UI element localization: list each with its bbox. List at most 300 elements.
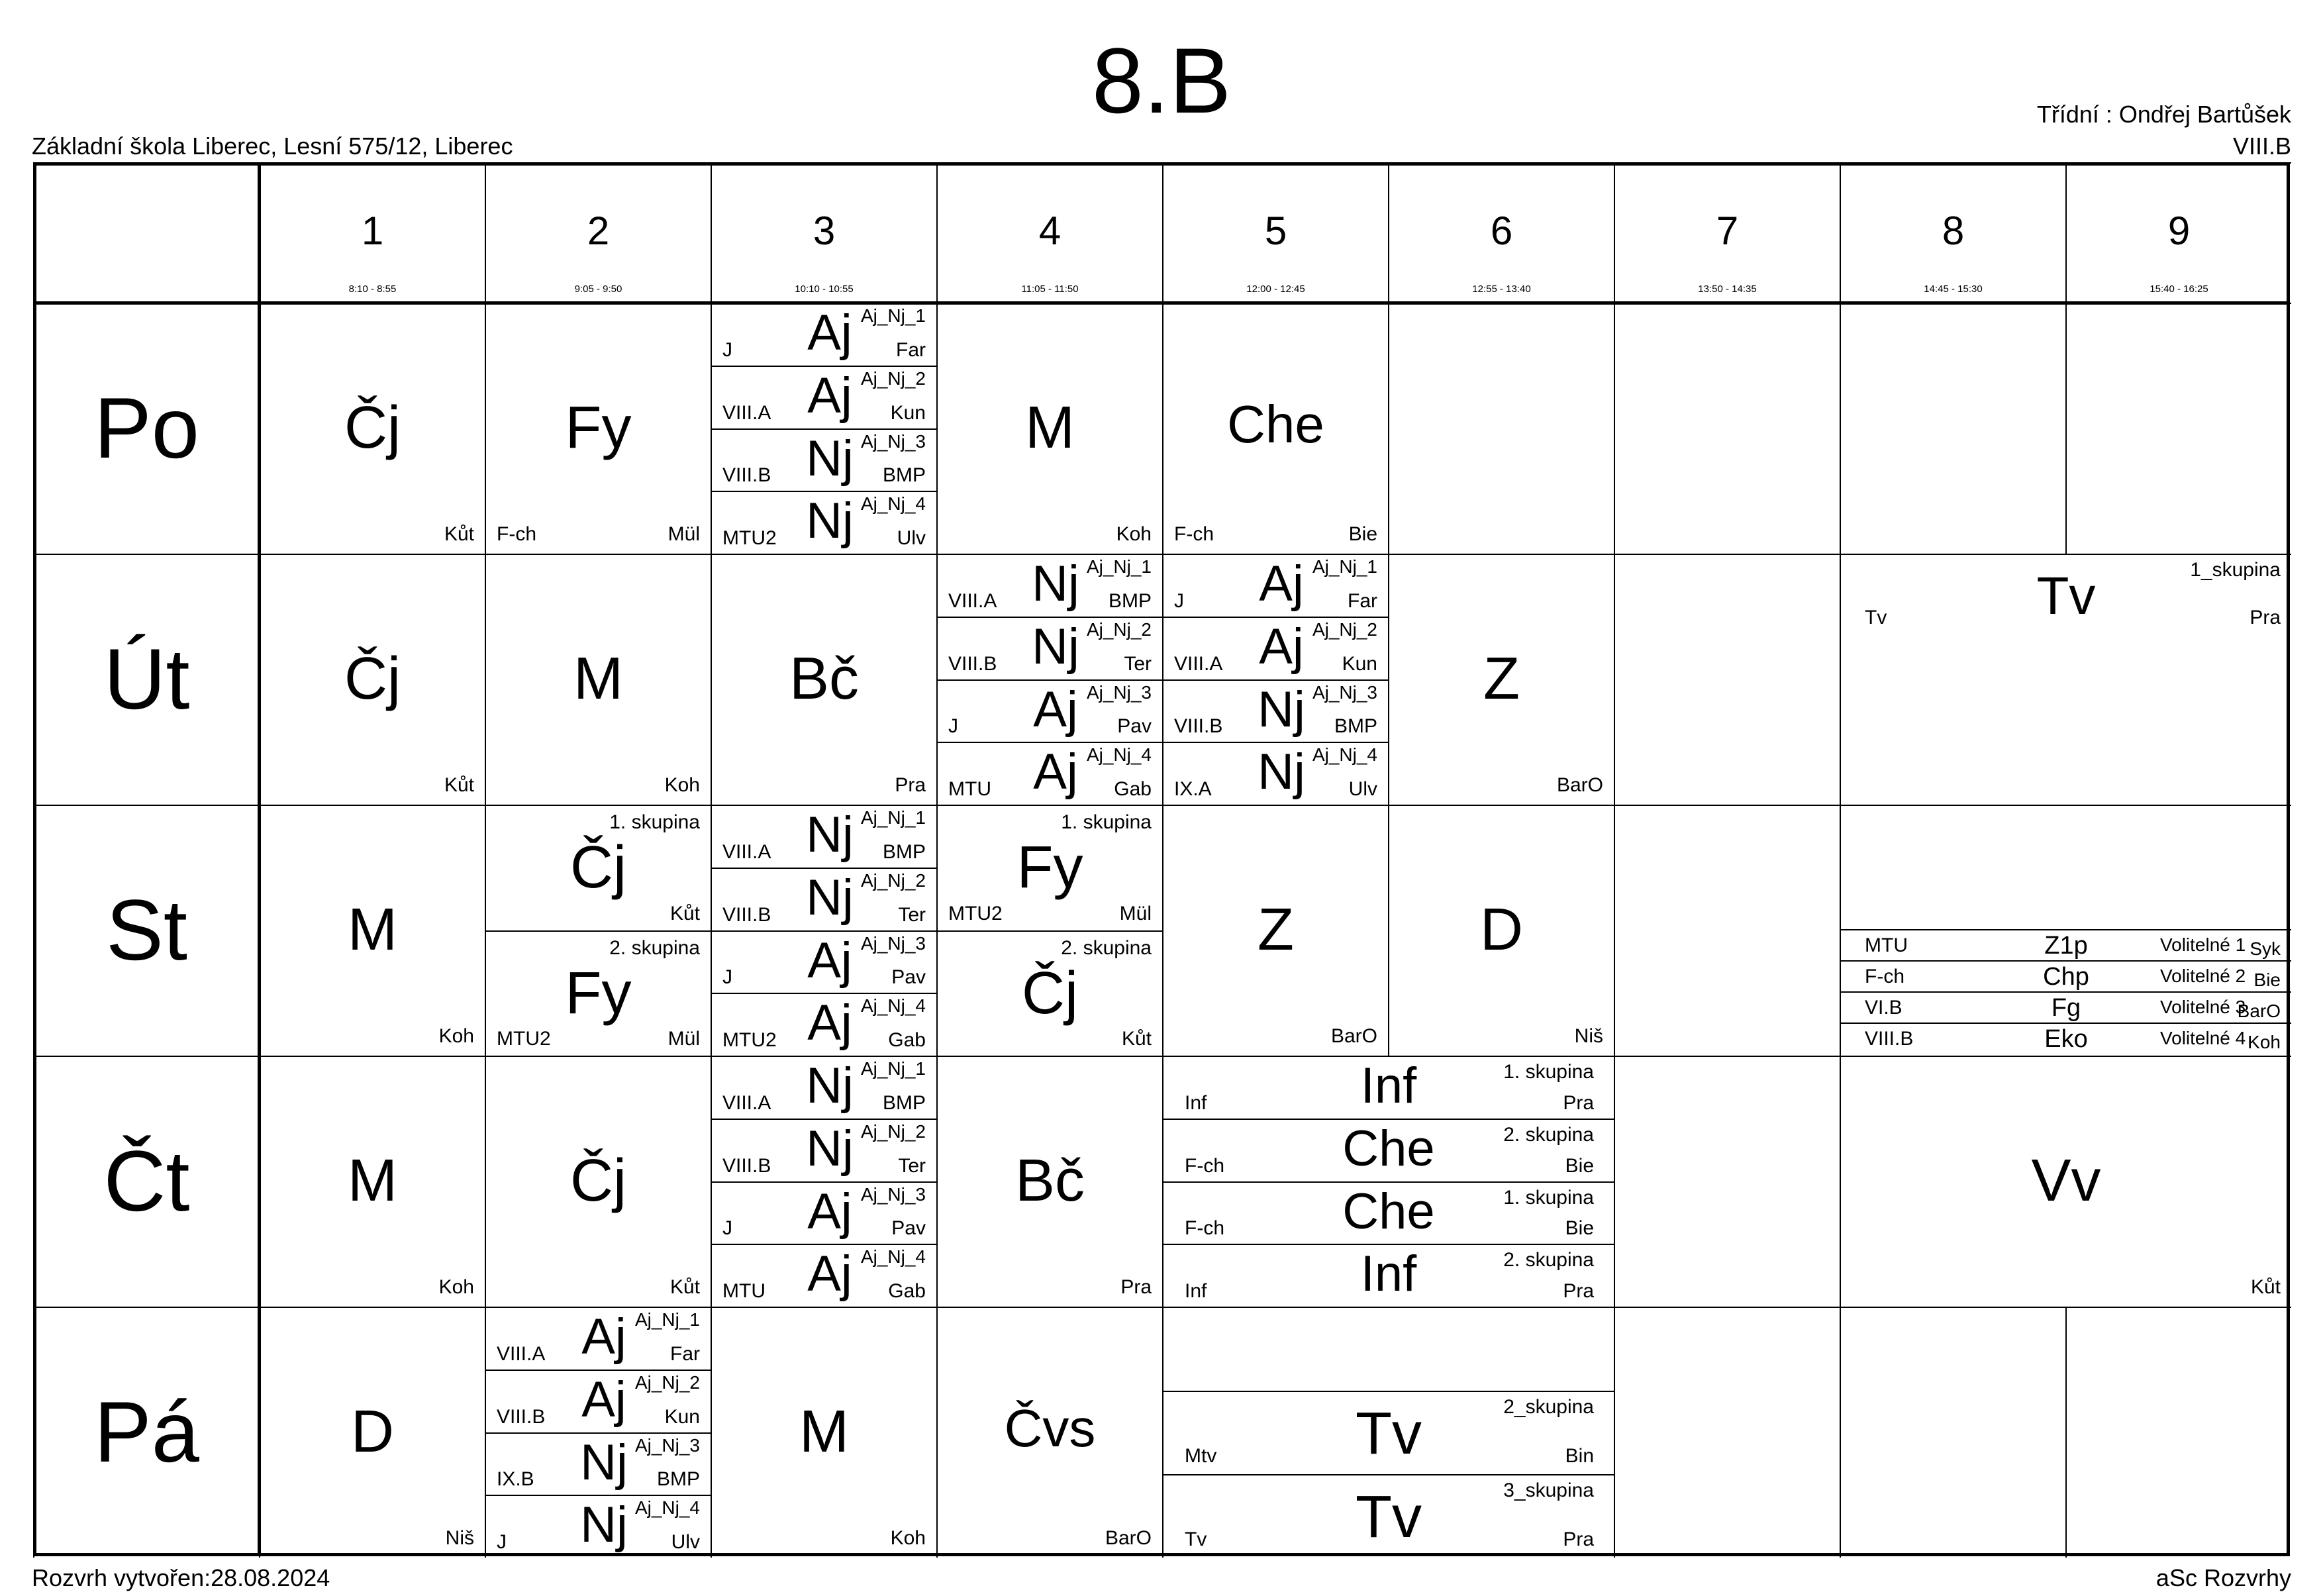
teacher-label: Gab xyxy=(888,1280,926,1302)
group-label: Volitelné 2 xyxy=(2160,966,2246,986)
lesson-subcell xyxy=(485,1432,711,1495)
subject-label: Eko xyxy=(2044,1025,2088,1053)
subject-label: Che xyxy=(1342,1183,1435,1240)
subject-label: Nj xyxy=(806,430,854,487)
room-label: Tv xyxy=(1185,1528,1207,1550)
subject-label: Che xyxy=(1342,1120,1435,1177)
room-label: J xyxy=(1174,589,1184,612)
teacher-label: Koh xyxy=(2248,1032,2281,1052)
teacher-label: BMP xyxy=(882,1091,926,1114)
group-label: Volitelné 3 xyxy=(2160,997,2246,1017)
lesson-subcell xyxy=(711,428,936,491)
subject-label: Aj xyxy=(807,305,852,361)
group-label: 1. skupina xyxy=(1061,811,1152,833)
group-label: Aj_Nj_4 xyxy=(634,1497,700,1519)
class-name: VIII.B xyxy=(2232,132,2291,160)
lesson-cell xyxy=(1388,805,1614,1056)
period-time: 10:10 - 10:55 xyxy=(795,283,854,295)
subject-label: Čj xyxy=(570,1148,626,1214)
subject-label: Bč xyxy=(1014,1148,1085,1214)
group-label: Aj_Nj_2 xyxy=(860,1121,926,1142)
lesson-subcell xyxy=(711,993,936,1056)
lesson-subcell xyxy=(1162,554,1388,617)
room-label: J xyxy=(948,715,958,738)
lesson-subcell xyxy=(1162,1119,1614,1181)
teacher-label: Syk xyxy=(2249,938,2281,959)
period-time: 15:40 - 16:25 xyxy=(2150,283,2208,295)
room-label: Tv xyxy=(1865,607,1887,628)
subject-label: M xyxy=(573,646,623,712)
lesson-subcell xyxy=(485,1370,711,1432)
lesson-cell xyxy=(1840,1056,2291,1307)
elective-subcell xyxy=(1840,991,2291,1022)
period-header xyxy=(1614,162,1840,303)
subject-label: Nj xyxy=(1032,618,1079,675)
teacher-label: Bie xyxy=(1565,1154,1594,1177)
group-label: Aj_Nj_1 xyxy=(1086,556,1152,577)
room-label: Inf xyxy=(1185,1091,1207,1114)
period-header xyxy=(485,162,711,303)
subject-label: Aj xyxy=(581,1371,626,1428)
room-label: VIII.B xyxy=(1865,1028,1914,1050)
teacher-label: Koh xyxy=(438,1276,474,1298)
subject-label: Čj xyxy=(344,395,401,461)
room-label: VIII.A xyxy=(722,401,771,424)
subject-label: Aj xyxy=(807,367,852,424)
group-label: 1_skupina xyxy=(2190,559,2281,581)
subject-label: Nj xyxy=(1258,744,1305,801)
page-title: 8.B xyxy=(1091,28,1232,132)
lesson-subcell xyxy=(711,868,936,930)
lesson-cell xyxy=(485,303,711,554)
teacher-label: Kůt xyxy=(2250,1276,2281,1298)
subject-label: Vv xyxy=(2031,1148,2101,1214)
group-label: 2. skupina xyxy=(1503,1249,1594,1272)
empty-cell xyxy=(2065,303,2291,554)
subject-label: Aj xyxy=(1033,681,1078,738)
lesson-cell xyxy=(711,1307,936,1558)
lesson-subcell xyxy=(936,554,1162,617)
room-label: MTU xyxy=(1865,934,1908,956)
teacher-label: Kun xyxy=(890,401,926,424)
timetable-grid xyxy=(33,162,2290,1556)
lesson-subcell xyxy=(485,1495,711,1558)
empty-cell xyxy=(1614,554,1840,805)
day-label: Čt xyxy=(103,1132,190,1229)
period-number: 3 xyxy=(813,209,836,253)
group-label: Aj_Nj_2 xyxy=(860,870,926,891)
lesson-cell xyxy=(1162,303,1388,554)
day-label: St xyxy=(106,881,187,978)
subject-label: Nj xyxy=(1032,556,1079,612)
period-number: 9 xyxy=(2167,209,2191,253)
subject-label: Nj xyxy=(580,1434,628,1491)
lesson-subcell xyxy=(711,1181,936,1244)
teacher-label: BMP xyxy=(882,840,926,863)
period-time: 8:10 - 8:55 xyxy=(348,283,397,295)
group-label: Aj_Nj_2 xyxy=(634,1372,700,1393)
group-label: Aj_Nj_2 xyxy=(1086,619,1152,640)
teacher-label: Mül xyxy=(667,523,700,545)
room-label: VIII.A xyxy=(722,840,771,863)
subject-label: Che xyxy=(1227,395,1324,454)
lesson-subcell xyxy=(936,930,1162,1056)
lesson-subcell xyxy=(711,491,936,554)
lesson-subcell xyxy=(485,805,711,930)
teacher-label: Pra xyxy=(895,774,926,796)
lesson-subcell xyxy=(711,303,936,366)
teacher-label: Far xyxy=(670,1342,700,1365)
subject-label: Tv xyxy=(2036,566,2096,625)
room-label: VI.B xyxy=(1865,997,1903,1019)
group-label: Aj_Nj_3 xyxy=(860,932,926,954)
subject-label: D xyxy=(1480,897,1523,963)
lesson-cell xyxy=(259,554,485,805)
group-label: 2. skupina xyxy=(609,936,700,959)
lesson-subcell xyxy=(1162,1391,1614,1474)
corner-cell xyxy=(33,162,259,303)
room-label: MTU xyxy=(948,778,991,800)
room-label: MTU2 xyxy=(948,902,1003,924)
lesson-subcell xyxy=(485,930,711,1056)
group-label: Aj_Nj_1 xyxy=(860,305,926,326)
period-time: 13:50 - 14:35 xyxy=(1698,283,1757,295)
teacher-label: Pra xyxy=(1563,1280,1594,1302)
lesson-subcell xyxy=(936,742,1162,805)
lesson-cell xyxy=(936,1307,1162,1558)
subject-label: Nj xyxy=(806,1120,854,1177)
group-label: 1. skupina xyxy=(1503,1186,1594,1209)
teacher-label: Koh xyxy=(438,1025,474,1047)
day-label: Pá xyxy=(93,1383,199,1480)
lesson-subcell xyxy=(936,617,1162,679)
teacher-label: BMP xyxy=(1334,715,1377,738)
lesson-subcell xyxy=(1162,1307,1614,1391)
subject-label: Aj xyxy=(807,932,852,989)
teacher-label: BMP xyxy=(656,1468,700,1491)
period-header xyxy=(1388,162,1614,303)
teacher-label: Gab xyxy=(888,1029,926,1051)
subject-label: Tv xyxy=(1356,1401,1422,1467)
day-label-cell xyxy=(33,554,259,805)
room-label: VIII.B xyxy=(722,464,771,487)
teacher-label: Kůt xyxy=(444,774,474,796)
lesson-subcell xyxy=(1162,742,1388,805)
teacher-label: Bie xyxy=(1565,1217,1594,1240)
teacher-label: Kun xyxy=(664,1405,700,1428)
teacher-label: Pra xyxy=(2249,607,2281,628)
group-label: Aj_Nj_1 xyxy=(1312,556,1377,577)
teacher-label: Bin xyxy=(1565,1445,1594,1467)
subject-label: Z xyxy=(1258,897,1294,963)
room-label: F-ch xyxy=(497,523,536,545)
subject-label: D xyxy=(351,1399,394,1465)
room-label: F-ch xyxy=(1865,966,1904,987)
room-label: MTU2 xyxy=(722,1029,777,1051)
subject-label: Z xyxy=(1483,646,1520,712)
teacher-label: BarO xyxy=(2237,1001,2281,1021)
teacher-label: Ulv xyxy=(671,1531,700,1553)
subject-label: Aj xyxy=(807,995,852,1052)
teacher-label: Kůt xyxy=(1121,1028,1152,1050)
room-label: VIII.B xyxy=(497,1405,546,1428)
lesson-subcell xyxy=(1162,617,1388,679)
lesson-subcell xyxy=(711,805,936,868)
teacher-label: Pav xyxy=(891,1217,926,1240)
period-number: 1 xyxy=(361,209,384,253)
software-credit: aSc Rozvrhy xyxy=(2155,1564,2291,1591)
teacher-label: Koh xyxy=(890,1527,926,1549)
group-label: Aj_Nj_4 xyxy=(860,995,926,1017)
period-header xyxy=(1840,162,2065,303)
subject-label: Tv xyxy=(1356,1484,1422,1550)
lesson-subcell xyxy=(711,930,936,993)
teacher-label: Far xyxy=(1348,589,1377,612)
teacher-label: Mül xyxy=(1119,902,1152,924)
period-number: 6 xyxy=(1490,209,1513,253)
day-column-separator xyxy=(258,162,261,1556)
period-number: 4 xyxy=(1038,209,1062,253)
room-label: VIII.A xyxy=(722,1091,771,1114)
teacher-label: Kůt xyxy=(669,902,700,924)
lesson-subcell xyxy=(936,805,1162,930)
subject-label: Inf xyxy=(1360,1246,1417,1303)
group-label: Aj_Nj_4 xyxy=(860,493,926,515)
empty-cell xyxy=(2065,1307,2291,1558)
group-label: 3_skupina xyxy=(1503,1479,1594,1501)
room-label: VIII.B xyxy=(1174,715,1223,738)
teacher-label: Pra xyxy=(1120,1276,1152,1298)
teacher-label: Ulv xyxy=(897,527,926,549)
empty-cell xyxy=(1840,1307,2065,1558)
period-header xyxy=(259,162,485,303)
teacher-label: BarO xyxy=(1330,1025,1377,1047)
period-time: 14:45 - 15:30 xyxy=(1924,283,1983,295)
lesson-cell xyxy=(1162,805,1388,1056)
subject-label: Z1p xyxy=(2044,932,2088,960)
subject-label: Nj xyxy=(806,1058,854,1114)
room-label: VIII.B xyxy=(948,652,997,675)
subject-label: Fy xyxy=(565,395,632,461)
day-label-cell xyxy=(33,1056,259,1307)
period-number: 8 xyxy=(1942,209,1965,253)
teacher-label: Ter xyxy=(1124,652,1152,675)
subject-label: Nj xyxy=(806,869,854,926)
teacher-label: Pav xyxy=(1117,715,1152,738)
teacher-label: Mül xyxy=(667,1028,700,1050)
group-label: Aj_Nj_1 xyxy=(634,1309,700,1330)
day-label-cell xyxy=(33,303,259,554)
room-label: VIII.A xyxy=(1174,652,1223,675)
lesson-subcell xyxy=(1162,1244,1614,1307)
group-label: Aj_Nj_2 xyxy=(860,368,926,389)
subject-label: M xyxy=(348,897,397,963)
subject-label: Chp xyxy=(2043,963,2089,991)
teacher-label: BMP xyxy=(1108,589,1152,612)
teacher-label: Kůt xyxy=(669,1276,700,1298)
subject-label: Fy xyxy=(1016,834,1083,901)
subject-label: Fy xyxy=(565,960,632,1026)
lesson-subcell xyxy=(1162,1181,1614,1244)
teacher-label: Bie xyxy=(1348,523,1377,545)
room-label: VIII.A xyxy=(497,1342,546,1365)
empty-cell xyxy=(1388,303,1614,554)
group-label: Volitelné 4 xyxy=(2160,1028,2246,1048)
teacher-label: Ter xyxy=(898,903,926,926)
subject-label: Nj xyxy=(806,493,854,550)
lesson-subcell xyxy=(711,1119,936,1181)
room-label: F-ch xyxy=(1185,1154,1224,1177)
lesson-cell xyxy=(259,1056,485,1307)
subject-label: Aj xyxy=(807,1246,852,1303)
subject-label: M xyxy=(1025,395,1075,461)
day-label: Út xyxy=(103,630,190,727)
lesson-cell xyxy=(936,303,1162,554)
lesson-subcell xyxy=(711,1244,936,1307)
subject-label: Bč xyxy=(789,646,860,712)
room-label: J xyxy=(722,966,732,989)
period-time: 12:00 - 12:45 xyxy=(1246,283,1305,295)
subject-label: Aj xyxy=(1259,618,1304,675)
teacher-label: BarO xyxy=(1105,1527,1152,1549)
period-time: 9:05 - 9:50 xyxy=(574,283,622,295)
group-label: Volitelné 1 xyxy=(2160,934,2246,955)
group-label: 2. skupina xyxy=(1503,1123,1594,1146)
group-label: 2_skupina xyxy=(1503,1396,1594,1418)
teacher-label: Kůt xyxy=(444,523,474,545)
subject-label: Nj xyxy=(1258,681,1305,738)
teacher-label: Pav xyxy=(891,966,926,989)
teacher-label: Ter xyxy=(898,1154,926,1177)
day-label-cell xyxy=(33,1307,259,1558)
room-label: IX.A xyxy=(1174,778,1212,800)
lesson-subcell xyxy=(1162,679,1388,742)
teacher-label: BMP xyxy=(882,464,926,487)
lesson-cell xyxy=(259,303,485,554)
period-header xyxy=(1162,162,1388,303)
room-label: F-ch xyxy=(1185,1217,1224,1240)
group-label: Aj_Nj_1 xyxy=(860,807,926,828)
subject-label: Čj xyxy=(570,834,626,901)
period-time: 11:05 - 11:50 xyxy=(1021,283,1079,295)
room-label: MTU2 xyxy=(497,1028,551,1050)
empty-cell xyxy=(1614,1056,1840,1307)
teacher-label: Pra xyxy=(1563,1091,1594,1114)
teacher-label: Niš xyxy=(1574,1025,1603,1047)
group-label: Aj_Nj_1 xyxy=(860,1058,926,1079)
room-label: J xyxy=(722,338,732,361)
empty-cell xyxy=(1614,303,1840,554)
teacher-label: Koh xyxy=(1116,523,1152,545)
group-label: Aj_Nj_3 xyxy=(1086,681,1152,703)
lesson-subcell xyxy=(1840,554,2291,636)
lesson-subcell xyxy=(1162,1056,1614,1119)
teacher-label: BarO xyxy=(1556,774,1603,796)
teacher-label: Pra xyxy=(1563,1528,1594,1550)
subject-label: Nj xyxy=(806,807,854,863)
subject-label: M xyxy=(348,1148,397,1214)
room-label: MTU xyxy=(722,1280,766,1302)
subject-label: Nj xyxy=(580,1497,628,1554)
group-label: Aj_Nj_4 xyxy=(1312,744,1377,766)
subject-label: Čj xyxy=(344,646,401,712)
period-time: 12:55 - 13:40 xyxy=(1472,283,1531,295)
lesson-subcell xyxy=(1162,1474,1614,1558)
subject-label: Čj xyxy=(1022,960,1078,1026)
room-label: VIII.B xyxy=(722,903,771,926)
room-label: IX.B xyxy=(497,1468,534,1491)
group-label: 2. skupina xyxy=(1061,936,1152,959)
empty-cell xyxy=(1614,1307,1840,1558)
teacher-label: Ulv xyxy=(1348,778,1377,800)
lesson-subcell xyxy=(936,679,1162,742)
lesson-cell xyxy=(936,1056,1162,1307)
group-label: Aj_Nj_4 xyxy=(1086,744,1152,766)
lesson-cell xyxy=(259,805,485,1056)
created-date: Rozvrh vytvořen:28.08.2024 xyxy=(32,1564,330,1591)
teacher-label: Kun xyxy=(1342,652,1377,675)
room-label: J xyxy=(722,1217,732,1240)
elective-subcell xyxy=(1840,1022,2291,1054)
group-label: 1. skupina xyxy=(609,811,700,833)
day-label-cell xyxy=(33,805,259,1056)
empty-cell xyxy=(1614,805,1840,1056)
elective-subcell xyxy=(1840,960,2291,991)
lesson-cell xyxy=(485,1056,711,1307)
elective-subcell xyxy=(1840,929,2291,960)
subject-label: Inf xyxy=(1360,1058,1417,1114)
lesson-cell xyxy=(711,554,936,805)
lesson-cell xyxy=(259,1307,485,1558)
room-label: Inf xyxy=(1185,1280,1207,1302)
subject-label: Aj xyxy=(581,1309,626,1365)
subject-label: Čvs xyxy=(1004,1399,1096,1458)
room-label: MTU2 xyxy=(722,527,777,549)
period-header xyxy=(711,162,936,303)
teacher-label: Koh xyxy=(664,774,700,796)
room-label: J xyxy=(497,1531,507,1553)
period-number: 2 xyxy=(587,209,610,253)
group-label: Aj_Nj_3 xyxy=(1312,681,1377,703)
header-separator xyxy=(33,301,2290,305)
period-header xyxy=(936,162,1162,303)
subject-label: Fg xyxy=(2051,994,2081,1022)
class-teacher: Třídní : Ondřej Bartůšek xyxy=(2036,101,2291,128)
teacher-label: Niš xyxy=(445,1527,474,1549)
subject-label: M xyxy=(799,1399,849,1465)
empty-cell xyxy=(1840,303,2065,554)
room-label: F-ch xyxy=(1174,523,1214,545)
period-number: 5 xyxy=(1264,209,1287,253)
teacher-label: Far xyxy=(896,338,926,361)
period-number: 7 xyxy=(1716,209,1739,253)
period-header xyxy=(2065,162,2291,303)
subject-label: Aj xyxy=(1259,556,1304,612)
group-label: Aj_Nj_3 xyxy=(634,1434,700,1456)
room-label: Mtv xyxy=(1185,1445,1217,1467)
group-label: 1. skupina xyxy=(1503,1061,1594,1083)
group-label: Aj_Nj_2 xyxy=(1312,619,1377,640)
school-name: Základní škola Liberec, Lesní 575/12, Liberec xyxy=(32,132,513,160)
lesson-cell xyxy=(485,554,711,805)
lesson-cell xyxy=(1388,554,1614,805)
lesson-subcell xyxy=(485,1307,711,1370)
room-label: VIII.B xyxy=(722,1154,771,1177)
group-label: Aj_Nj_4 xyxy=(860,1246,926,1268)
subject-label: Aj xyxy=(807,1183,852,1240)
lesson-subcell xyxy=(711,1056,936,1119)
teacher-label: Bie xyxy=(2253,970,2281,990)
